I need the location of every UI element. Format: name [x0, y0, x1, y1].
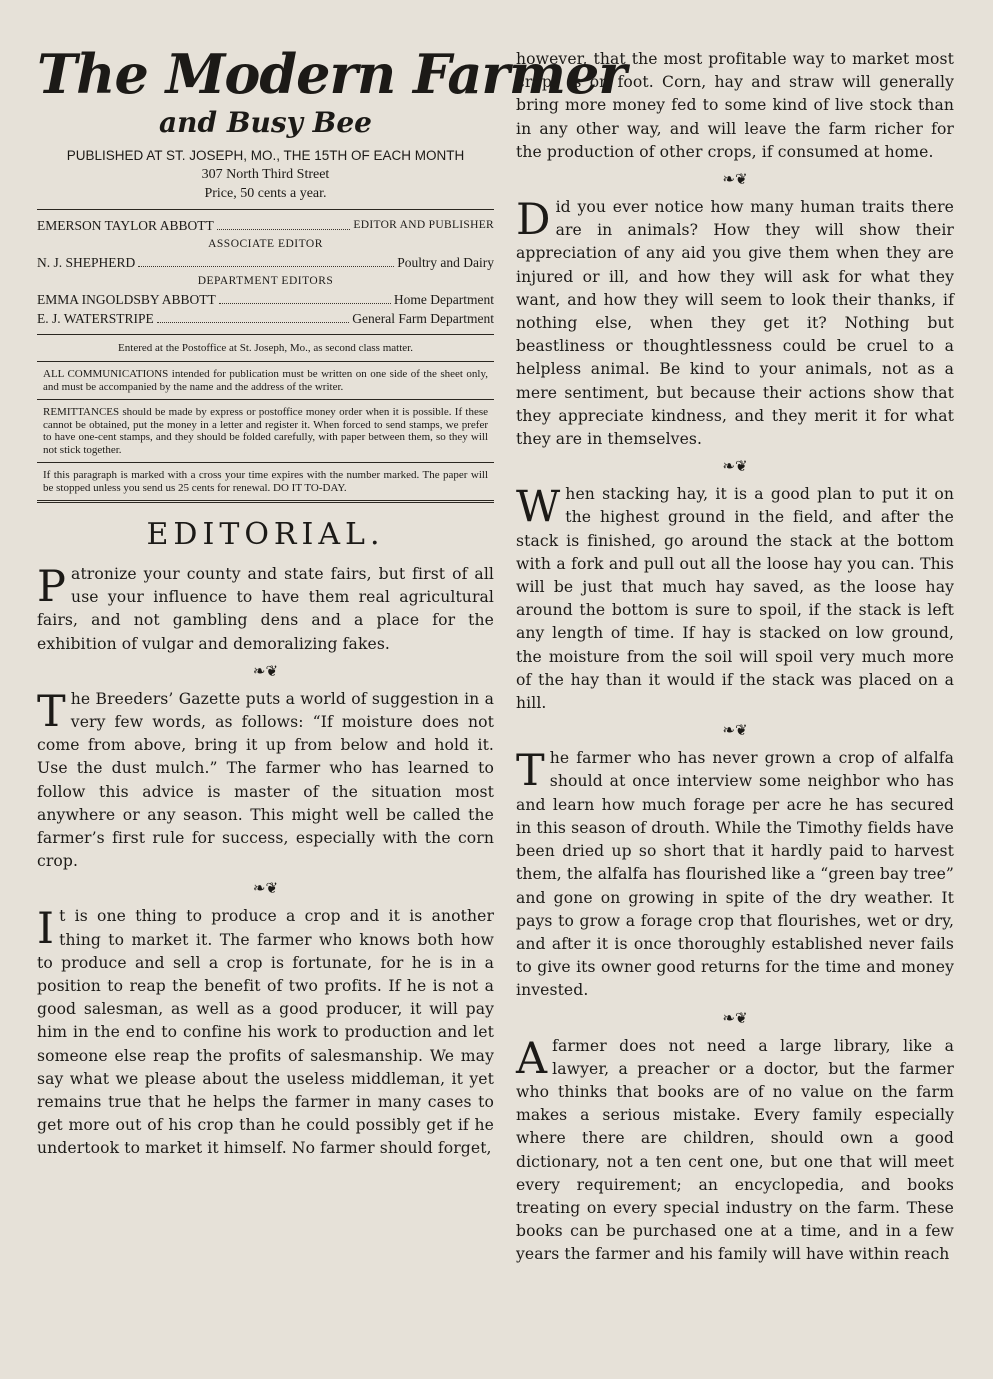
- staff-dept2-row: [37, 309, 494, 328]
- entered-notice: Entered at the Postoffice at St. Joseph, Mo., as second class matter.: [118, 342, 413, 354]
- double-divider: [37, 500, 494, 503]
- staff-editor-row: [37, 216, 494, 235]
- paragraph-text: atronize your county and state fairs, but first of all use your influence to have them real agricultural fairs, and not gambling dens and a place for the exhibition of vulgar and demoralizing fakes.: [37, 565, 494, 653]
- price-line: Price, 50 cents a year.: [204, 186, 327, 201]
- associate-name: N. J. SHEPHERD: [37, 255, 136, 270]
- ornament-divider: ❧❦: [722, 457, 748, 476]
- paragraph-market-continued: however, that the most profitable way to market most crops is on foot. Corn, hay and straw will generally bring more money fed to some kind of live stock than in any other way, and will leave the farm richer for the production of other crops, if consumed at home.: [516, 50, 954, 161]
- masthead-title: The Modern Farmer: [37, 42, 626, 106]
- staff-associate-row: [37, 253, 494, 272]
- dept2-name: E. J. WATERSTRIPE: [37, 311, 154, 326]
- renewal-notice: If this paragraph is marked with a cross your time expires with the number marked. The paper will be stopped unless you send us 25 cents for renewal. DO IT TO-DAY.: [43, 469, 488, 494]
- publication-line: PUBLISHED AT ST. JOSEPH, MO., THE 15TH OF EACH MONTH: [66, 148, 465, 163]
- paragraph-text: he Breeders’ Gazette puts a world of suggestion in a very few words, as follows: “If moisture does not come from above, bring it up from below and hold it. Use the dust mulch.” The farmer who has learned to follow this advice is master of the situation most anywhere or any season. This might well be called the farmer’s first rule for success, especially with the corn crop.: [37, 689, 494, 871]
- leader-dots: [138, 253, 394, 267]
- divider: [37, 361, 494, 362]
- ornament-divider: ❧❦: [722, 1008, 748, 1027]
- leader-dots: [219, 290, 391, 304]
- leader-dots: [217, 216, 351, 230]
- dept2-role: General Farm Department: [352, 311, 494, 326]
- paragraph-hay: [516, 483, 954, 715]
- masthead-subtitle: and Busy Bee: [159, 106, 372, 139]
- drop-cap: P: [37, 562, 67, 612]
- associate-heading: ASSOCIATE EDITOR: [208, 238, 323, 250]
- address-line: 307 North Third Street: [201, 167, 330, 182]
- paragraph-text: hen stacking hay, it is a good plan to put it on the highest ground in the field, and after the stack is finished, go around the stack at the bottom with a fork and pull out all the loose hay you can. This will be just that much hay saved, as the loose hay around the bottom is sure to spoil, if the stack is left any length of time. If hay is stacked on low ground, the moisture from the soil will spoil very much more of the hay than it would if the stack was placed on a hill.: [516, 485, 954, 713]
- ornament-divider: ❧❦: [252, 661, 279, 680]
- dept-heading: DEPARTMENT EDITORS: [197, 275, 334, 287]
- dept1-name: EMMA INGOLDSBY ABBOTT: [37, 292, 216, 307]
- divider: [37, 399, 494, 400]
- paragraph-market: [37, 905, 494, 1160]
- ornament-divider: ❧❦: [722, 721, 748, 740]
- drop-cap: D: [516, 195, 551, 246]
- drop-cap: I: [37, 904, 55, 955]
- divider: [37, 462, 494, 463]
- staff-dept1-row: [37, 290, 494, 309]
- remittances-notice: REMITTANCES should be made by express or postoffice money order when it is possible. If these cannot be obtained, put the money in a letter and register it. When forced to send stamps, we prefer to have one-cent stamps, and they should be folded carefully, with paper between them, so they will not stick together.: [43, 406, 488, 456]
- ornament-divider: ❧❦: [252, 879, 279, 898]
- editorial-heading: EDITORIAL.: [146, 517, 385, 552]
- dept1-role: Home Department: [393, 292, 494, 307]
- communications-notice: ALL COMMUNICATIONS intended for publication must be written on one side of the sheet only, and must be accompanied by the name and the address of the writer.: [43, 368, 488, 393]
- paragraph-gazette: [37, 688, 494, 874]
- paragraph-text: id you ever notice how many human traits there are in animals? How they will show their appreciation of any aid you give them when they are injured or ill, and how they will ask for what they want, and how they will seem to look their thanks, if nothing else, when they get it? Nothing but beastliness or thoughtlessness could be cruel to a helpless animal. Be kind to your animals, not as a mere sentiment, but because their actions show that they appreciate kindness, and they merit it for what they are in themselves.: [516, 198, 954, 449]
- divider: [37, 334, 494, 335]
- editor-role: EDITOR AND PUBLISHER: [353, 219, 494, 231]
- leader-dots: [157, 309, 350, 323]
- drop-cap: T: [516, 746, 545, 797]
- paragraph-alfalfa: [516, 747, 954, 1002]
- left-column: [37, 40, 626, 1161]
- ornament-divider: ❧❦: [722, 170, 748, 189]
- drop-cap: W: [516, 482, 561, 533]
- paragraph-text: farmer does not need a large library, like a lawyer, a preacher or a doctor, but the farmer who thinks that books are of no value on the farm makes a serious mistake. Every family especially where there are children, should own a good dictionary, not a ten cent one, but one that will meet every requirement; an encyclopedia, and books treating on every special industry on the farm. These books can be purchased one at a time, and in a few years the farmer and his family will have within reach: [516, 1036, 954, 1264]
- drop-cap: T: [37, 686, 66, 737]
- paragraph-text: he farmer who has never grown a crop of alfalfa should at once interview some neighbor who has and learn how much forage per acre he has secured in this season of drouth. While the Timothy fields have been dried up so short that it hardly paid to harvest them, the alfalfa has flourished like a “green bay tree” and gone on growing in spite of the dry weather. It pays to grow a forage crop that flourishes, wet or dry, and after it is once thoroughly established never fails to give its owner good returns for the time and money invested.: [516, 749, 954, 1000]
- divider: [37, 209, 494, 210]
- paragraph-library: [516, 1035, 954, 1267]
- right-column: [516, 48, 954, 1267]
- paragraph-text: t is one thing to produce a crop and it is another thing to market it. The farmer who knows both how to produce and sell a crop is fortunate, for he is in a position to reap the benefit of two profits. If he is not a good salesman, as well as a good producer, it will pay him in the end to confine his work to production and let someone else reap the profits of salesmanship. We may say what we please about the useless middleman, it yet remains true that he helps the farmer in many cases to get more out of his crop than he could possibly get if he undertook to market it himself. No farmer should forget,: [37, 907, 494, 1158]
- editor-name: EMERSON TAYLOR ABBOTT: [37, 218, 214, 233]
- associate-role: Poultry and Dairy: [397, 255, 494, 270]
- paragraph-fairs: [37, 563, 494, 656]
- paragraph-animals: [516, 196, 954, 451]
- drop-cap: A: [516, 1033, 548, 1084]
